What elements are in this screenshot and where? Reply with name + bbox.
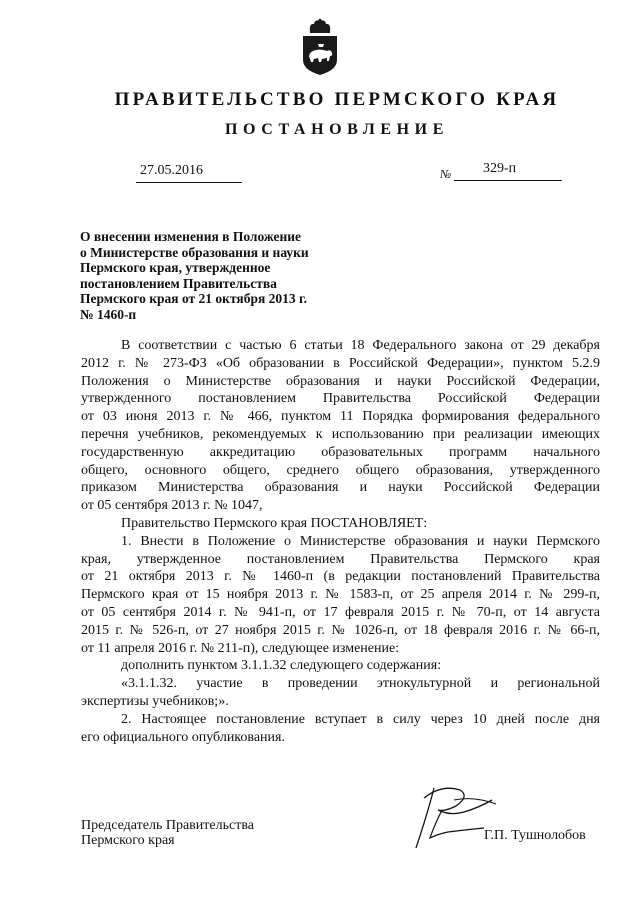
signatory-title bbox=[81, 818, 254, 848]
subject-line: Пермского края от 21 октября 2013 г. bbox=[80, 291, 308, 306]
document-number: 329-п bbox=[483, 161, 517, 176]
body-line: от 03 июня 2013 г. № 466, пунктом 11 Порядка формирования федерального bbox=[81, 409, 600, 425]
organization-title: ПРАВИТЕЛЬСТВО ПЕРМСКОГО КРАЯ bbox=[114, 89, 560, 110]
body-line: от 21 октября 2013 г. № 1460-п (в редакции постановлений Правительства bbox=[81, 569, 600, 585]
body-line: дополнить пунктом 3.1.1.32 следующего содержания: bbox=[121, 658, 442, 674]
body-line: Положения о Министерстве образования и науки Российской Федерации, bbox=[81, 373, 600, 389]
body-line: края, утвержденное постановлением Правительства Пермского края bbox=[81, 551, 600, 567]
body-line: экспертизы учебников;». bbox=[81, 693, 229, 709]
body-line: от 05 сентября 2013 г. № 1047, bbox=[81, 498, 263, 514]
signatory-title-line: Пермского края bbox=[81, 833, 175, 848]
body-line: приказом Министерства образования и науки Российской Федерации bbox=[81, 480, 600, 496]
body-line: общего, основного общего, среднего общего образования, утвержденного bbox=[81, 462, 600, 478]
body-line: утвержденного постановлением Правительства Российской Федерации bbox=[81, 391, 600, 407]
subject-line: о Министерстве образования и науки bbox=[80, 244, 309, 260]
body-line: 2012 г. № 273-ФЗ «Об образовании в Российской Федерации», пунктом 5.2.9 bbox=[81, 355, 600, 371]
signatory-name: Г.П. Тушнолобов bbox=[484, 828, 586, 843]
signatory-title-line: Председатель Правительства bbox=[81, 818, 254, 833]
document-type: ПОСТАНОВЛЕНИЕ bbox=[225, 121, 449, 138]
body-line: В соответствии с частью 6 статьи 18 Федерального закона от 29 декабря bbox=[121, 338, 600, 353]
body-line: от 11 апреля 2016 г. № 211-п), следующее изменение: bbox=[81, 640, 400, 656]
document-body bbox=[81, 337, 600, 746]
subject-line: Пермского края, утвержденное bbox=[80, 260, 271, 275]
subject-line: постановлением Правительства bbox=[80, 275, 277, 291]
body-line: 2015 г. № 526-п, от 27 ноября 2015 г. № 1026-п, от 18 февраля 2016 г. № 66-п, bbox=[81, 622, 600, 638]
coat-of-arms-icon bbox=[298, 18, 342, 76]
number-underline bbox=[454, 180, 562, 181]
date-underline bbox=[136, 182, 242, 183]
document-subject bbox=[80, 229, 365, 322]
body-line: 2. Настоящее постановление вступает в силу через 10 дней после дня bbox=[121, 711, 600, 727]
body-line: «3.1.1.32. участие в проведении этнокультурной и региональной bbox=[121, 676, 600, 692]
body-line: перечня учебников, рекомендуемых к использованию при реализации имеющих bbox=[81, 426, 600, 442]
body-line: государственную аккредитацию образовательных программ начального bbox=[81, 444, 600, 460]
body-line: от 05 сентября 2014 г. № 941-п, от 17 февраля 2015 г. № 70-п, от 14 августа bbox=[81, 604, 600, 620]
subject-line: № 1460-п bbox=[80, 306, 137, 322]
body-line: 1. Внести в Положение о Министерстве образования и науки Пермского bbox=[121, 533, 600, 549]
document-date: 27.05.2016 bbox=[140, 163, 203, 178]
decree-line: Правительство Пермского края ПОСТАНОВЛЯЕТ: bbox=[121, 515, 428, 531]
number-label: № bbox=[440, 167, 452, 181]
body-line: его официального опубликования. bbox=[81, 729, 285, 745]
subject-line: О внесении изменения в Положение bbox=[80, 229, 302, 244]
body-line: Пермского края от 15 ноября 2013 г. № 1583-п, от 25 апреля 2014 г. № 299-п, bbox=[81, 587, 600, 603]
